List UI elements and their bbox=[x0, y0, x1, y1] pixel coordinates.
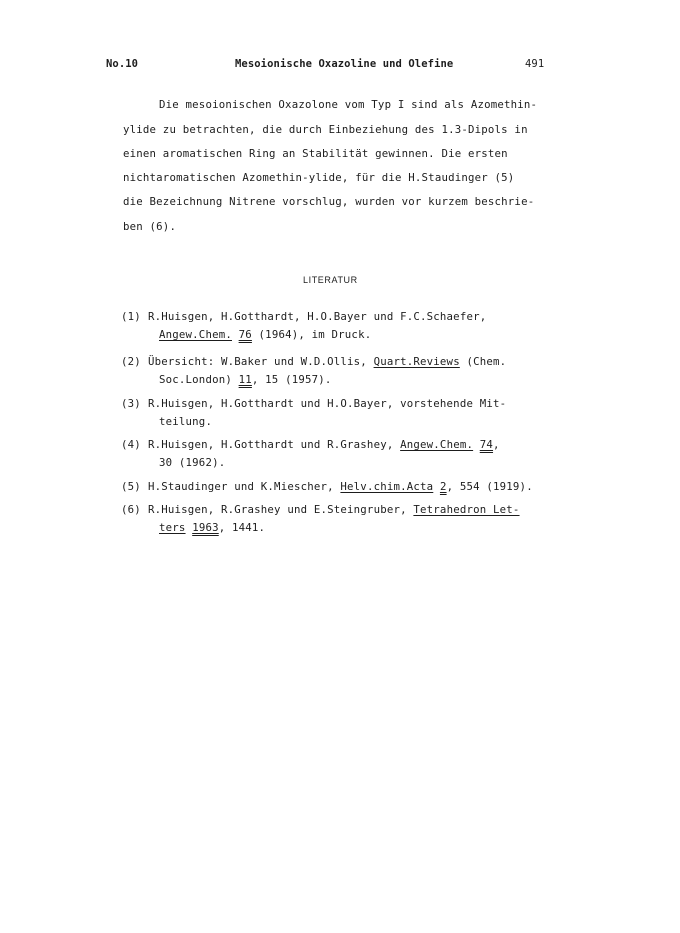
reference-detail: , 1441. bbox=[218, 521, 266, 534]
reference-detail: H.Staudinger und K.Miescher, bbox=[148, 480, 334, 493]
journal-title: Tetrahedron Let- bbox=[413, 503, 520, 516]
journal-volume: 74 bbox=[479, 438, 494, 451]
journal-title: Angew.Chem. bbox=[400, 438, 474, 451]
journal-title: Quart.Reviews bbox=[373, 355, 460, 368]
reference-text bbox=[148, 480, 533, 493]
reference-text bbox=[148, 355, 506, 368]
journal-title: Angew.Chem. bbox=[159, 328, 232, 341]
reference-text bbox=[148, 503, 520, 516]
reference-detail: , bbox=[493, 438, 500, 451]
journal-title: ters bbox=[159, 521, 186, 534]
reference-continuation bbox=[159, 373, 332, 386]
paragraph-line: Die mesoionischen Oxazolone vom Typ I sind als Azomethin- bbox=[159, 98, 538, 111]
reference-text: R.Huisgen, H.Gotthardt, H.O.Bayer und F.C.Schaefer, bbox=[148, 310, 487, 323]
reference-number: (1) bbox=[121, 310, 141, 323]
reference-text: R.Huisgen, H.Gotthardt und H.O.Bayer, vorstehende Mit- bbox=[148, 397, 507, 410]
reference-detail: , 15 (1957). bbox=[251, 373, 332, 386]
reference-continuation bbox=[159, 328, 371, 341]
journal-volume: 76 bbox=[238, 328, 252, 341]
reference-number: (6) bbox=[121, 503, 141, 516]
reference-detail: , 554 (1919). bbox=[446, 480, 533, 493]
literature-heading: LITERATUR bbox=[303, 275, 358, 285]
paragraph-line: nichtaromatischen Azomethin-ylide, für die H.Staudinger (5) bbox=[123, 171, 515, 184]
page-number: 491 bbox=[525, 58, 545, 70]
reference-continuation bbox=[159, 521, 265, 534]
reference-detail: (1964), im Druck. bbox=[258, 328, 372, 341]
journal-number: No.10 bbox=[106, 58, 139, 70]
journal-volume: 2 bbox=[439, 480, 447, 493]
reference-detail: R.Huisgen, R.Grashey und E.Steingruber, bbox=[148, 503, 407, 516]
reference-number: (5) bbox=[121, 480, 141, 493]
reference-continuation: teilung. bbox=[159, 415, 213, 428]
reference-detail: R.Huisgen, H.Gotthardt und R.Grashey, bbox=[148, 438, 394, 451]
paragraph-line: die Bezeichnung Nitrene vorschlug, wurden vor kurzem beschrie- bbox=[123, 195, 535, 208]
reference-detail: Soc.London) bbox=[159, 373, 232, 386]
running-title: Mesoionische Oxazoline und Olefine bbox=[235, 58, 454, 70]
reference-number: (3) bbox=[121, 397, 141, 410]
paragraph-line: ben (6). bbox=[123, 220, 177, 233]
paragraph-line: ylide zu betrachten, die durch Einbeziehung des 1.3-Dipols in bbox=[123, 123, 528, 136]
reference-number: (2) bbox=[121, 355, 141, 368]
reference-detail: (Chem. bbox=[466, 355, 507, 368]
reference-number: (4) bbox=[121, 438, 141, 451]
reference-continuation: 30 (1962). bbox=[159, 456, 226, 469]
journal-volume: 11 bbox=[238, 373, 252, 386]
reference-text bbox=[148, 438, 500, 451]
journal-title: Helv.chim.Acta bbox=[340, 480, 434, 493]
paragraph-line: einen aromatischen Ring an Stabilität gewinnen. Die ersten bbox=[123, 147, 508, 160]
journal-volume: 1963 bbox=[192, 521, 219, 534]
reference-detail: Übersicht: W.Baker und W.D.Ollis, bbox=[148, 355, 367, 368]
